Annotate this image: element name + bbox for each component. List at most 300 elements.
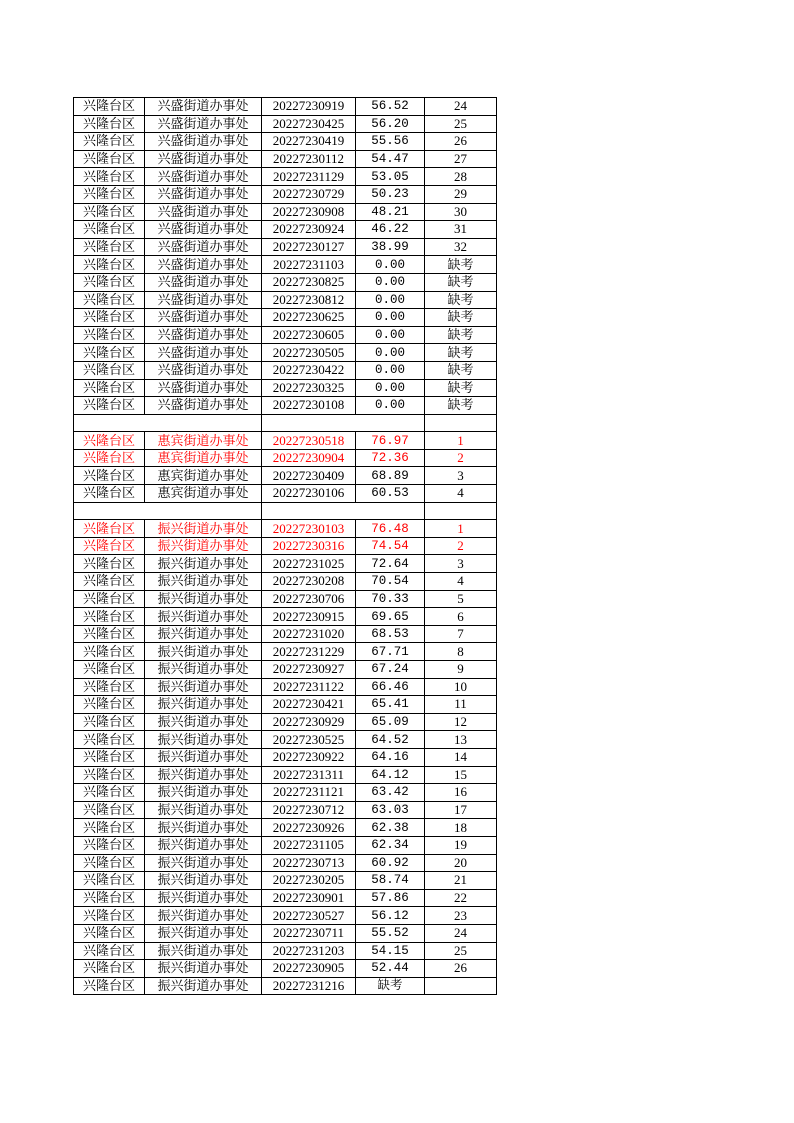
exam-id-cell: 20227231103 [262, 256, 356, 274]
score-cell: 46.22 [356, 221, 425, 239]
rank-cell: 27 [425, 150, 497, 168]
rank-cell: 缺考 [425, 379, 497, 397]
office-cell: 振兴街道办事处 [145, 608, 262, 626]
district-cell: 兴隆台区 [74, 555, 145, 573]
score-cell: 67.71 [356, 643, 425, 661]
office-cell: 惠宾街道办事处 [145, 467, 262, 485]
exam-id-cell: 20227230904 [262, 449, 356, 467]
rank-cell: 8 [425, 643, 497, 661]
rank-cell: 2 [425, 449, 497, 467]
exam-id-cell: 20227230915 [262, 608, 356, 626]
table-row [74, 273, 497, 291]
rank-cell: 1 [425, 520, 497, 538]
district-cell: 兴隆台区 [74, 397, 145, 415]
exam-id-cell: 20227231020 [262, 625, 356, 643]
score-cell: 56.12 [356, 907, 425, 925]
rank-cell: 2 [425, 537, 497, 555]
score-cell: 68.89 [356, 467, 425, 485]
office-cell: 兴盛街道办事处 [145, 238, 262, 256]
table-row [74, 573, 497, 591]
office-cell: 兴盛街道办事处 [145, 98, 262, 116]
district-cell: 兴隆台区 [74, 713, 145, 731]
exam-id-cell: 20227230713 [262, 854, 356, 872]
table-row [74, 801, 497, 819]
score-cell: 62.34 [356, 836, 425, 854]
score-cell: 0.00 [356, 344, 425, 362]
rank-cell: 20 [425, 854, 497, 872]
district-cell: 兴隆台区 [74, 221, 145, 239]
exam-id-cell: 20227231216 [262, 977, 356, 995]
blank-cell [74, 502, 262, 520]
rank-cell: 15 [425, 766, 497, 784]
office-cell: 兴盛街道办事处 [145, 133, 262, 151]
score-cell: 48.21 [356, 203, 425, 221]
score-cell: 0.00 [356, 397, 425, 415]
office-cell: 振兴街道办事处 [145, 836, 262, 854]
office-cell: 兴盛街道办事处 [145, 150, 262, 168]
table-row [74, 291, 497, 309]
rank-cell [425, 977, 497, 995]
office-cell: 振兴街道办事处 [145, 713, 262, 731]
blank-cell [262, 414, 425, 432]
exam-id-cell: 20227230901 [262, 889, 356, 907]
office-cell: 振兴街道办事处 [145, 784, 262, 802]
table-row [74, 643, 497, 661]
table-row [74, 854, 497, 872]
score-cell: 0.00 [356, 256, 425, 274]
office-cell: 兴盛街道办事处 [145, 291, 262, 309]
score-cell: 0.00 [356, 309, 425, 327]
office-cell: 振兴街道办事处 [145, 819, 262, 837]
table-row [74, 344, 497, 362]
office-cell: 惠宾街道办事处 [145, 485, 262, 503]
rank-cell: 23 [425, 907, 497, 925]
office-cell: 振兴街道办事处 [145, 854, 262, 872]
district-cell: 兴隆台区 [74, 467, 145, 485]
office-cell: 兴盛街道办事处 [145, 344, 262, 362]
table-row [74, 942, 497, 960]
district-cell: 兴隆台区 [74, 731, 145, 749]
exam-id-cell: 20227230421 [262, 696, 356, 714]
score-cell: 64.12 [356, 766, 425, 784]
district-cell: 兴隆台区 [74, 98, 145, 116]
district-cell: 兴隆台区 [74, 168, 145, 186]
rank-cell: 1 [425, 432, 497, 450]
score-cell: 70.33 [356, 590, 425, 608]
rank-cell: 缺考 [425, 309, 497, 327]
rank-cell: 5 [425, 590, 497, 608]
exam-id-cell: 20227230518 [262, 432, 356, 450]
district-cell: 兴隆台区 [74, 379, 145, 397]
score-cell: 69.65 [356, 608, 425, 626]
district-cell: 兴隆台区 [74, 608, 145, 626]
office-cell: 兴盛街道办事处 [145, 379, 262, 397]
score-cell: 0.00 [356, 326, 425, 344]
exam-id-cell: 20227230625 [262, 309, 356, 327]
table-row [74, 784, 497, 802]
score-cell: 72.64 [356, 555, 425, 573]
office-cell: 振兴街道办事处 [145, 661, 262, 679]
results-table-body [74, 98, 497, 995]
office-cell: 兴盛街道办事处 [145, 203, 262, 221]
rank-cell: 19 [425, 836, 497, 854]
table-row [74, 185, 497, 203]
rank-cell: 22 [425, 889, 497, 907]
exam-id-cell: 20227230103 [262, 520, 356, 538]
district-cell: 兴隆台区 [74, 344, 145, 362]
district-cell: 兴隆台区 [74, 309, 145, 327]
district-cell: 兴隆台区 [74, 907, 145, 925]
rank-cell: 缺考 [425, 326, 497, 344]
table-row [74, 150, 497, 168]
table-row [74, 133, 497, 151]
district-cell: 兴隆台区 [74, 273, 145, 291]
office-cell: 兴盛街道办事处 [145, 361, 262, 379]
district-cell: 兴隆台区 [74, 449, 145, 467]
district-cell: 兴隆台区 [74, 133, 145, 151]
rank-cell: 13 [425, 731, 497, 749]
score-cell: 38.99 [356, 238, 425, 256]
district-cell: 兴隆台区 [74, 238, 145, 256]
score-cell: 0.00 [356, 361, 425, 379]
district-cell: 兴隆台区 [74, 977, 145, 995]
blank-separator-row [74, 414, 497, 432]
district-cell: 兴隆台区 [74, 150, 145, 168]
office-cell: 振兴街道办事处 [145, 960, 262, 978]
district-cell: 兴隆台区 [74, 836, 145, 854]
district-cell: 兴隆台区 [74, 801, 145, 819]
district-cell: 兴隆台区 [74, 854, 145, 872]
exam-id-cell: 20227230316 [262, 537, 356, 555]
exam-id-cell: 20227230605 [262, 326, 356, 344]
office-cell: 振兴街道办事处 [145, 625, 262, 643]
office-cell: 兴盛街道办事处 [145, 185, 262, 203]
exam-id-cell: 20227231311 [262, 766, 356, 784]
exam-id-cell: 20227230712 [262, 801, 356, 819]
district-cell: 兴隆台区 [74, 625, 145, 643]
exam-id-cell: 20227230505 [262, 344, 356, 362]
score-cell: 68.53 [356, 625, 425, 643]
table-row [74, 397, 497, 415]
office-cell: 兴盛街道办事处 [145, 256, 262, 274]
score-cell: 66.46 [356, 678, 425, 696]
office-cell: 振兴街道办事处 [145, 977, 262, 995]
exam-id-cell: 20227230825 [262, 273, 356, 291]
exam-id-cell: 20227230527 [262, 907, 356, 925]
table-row [74, 168, 497, 186]
table-row [74, 485, 497, 503]
exam-id-cell: 20227230929 [262, 713, 356, 731]
district-cell: 兴隆台区 [74, 748, 145, 766]
rank-cell: 14 [425, 748, 497, 766]
score-cell: 58.74 [356, 872, 425, 890]
district-cell: 兴隆台区 [74, 590, 145, 608]
office-cell: 振兴街道办事处 [145, 537, 262, 555]
district-cell: 兴隆台区 [74, 432, 145, 450]
rank-cell: 11 [425, 696, 497, 714]
table-row [74, 309, 497, 327]
office-cell: 振兴街道办事处 [145, 731, 262, 749]
exam-id-cell: 20227230706 [262, 590, 356, 608]
rank-cell: 缺考 [425, 291, 497, 309]
rank-cell: 缺考 [425, 361, 497, 379]
rank-cell: 31 [425, 221, 497, 239]
office-cell: 兴盛街道办事处 [145, 273, 262, 291]
rank-cell: 3 [425, 555, 497, 573]
score-cell: 64.16 [356, 748, 425, 766]
exam-id-cell: 20227230926 [262, 819, 356, 837]
score-cell: 0.00 [356, 291, 425, 309]
table-row [74, 748, 497, 766]
score-cell: 67.24 [356, 661, 425, 679]
rank-cell: 缺考 [425, 397, 497, 415]
exam-id-cell: 20227231229 [262, 643, 356, 661]
score-cell: 57.86 [356, 889, 425, 907]
district-cell: 兴隆台区 [74, 819, 145, 837]
district-cell: 兴隆台区 [74, 696, 145, 714]
exam-id-cell: 20227230729 [262, 185, 356, 203]
blank-cell [262, 502, 425, 520]
score-cell: 65.09 [356, 713, 425, 731]
score-cell: 63.42 [356, 784, 425, 802]
office-cell: 振兴街道办事处 [145, 520, 262, 538]
table-row [74, 432, 497, 450]
rank-cell: 9 [425, 661, 497, 679]
district-cell: 兴隆台区 [74, 361, 145, 379]
rank-cell: 28 [425, 168, 497, 186]
score-cell: 54.47 [356, 150, 425, 168]
rank-cell: 缺考 [425, 256, 497, 274]
exam-id-cell: 20227230208 [262, 573, 356, 591]
district-cell: 兴隆台区 [74, 766, 145, 784]
office-cell: 振兴街道办事处 [145, 907, 262, 925]
district-cell: 兴隆台区 [74, 520, 145, 538]
exam-id-cell: 20227230112 [262, 150, 356, 168]
table-row [74, 361, 497, 379]
score-cell: 55.52 [356, 924, 425, 942]
score-cell: 70.54 [356, 573, 425, 591]
table-row [74, 238, 497, 256]
table-row [74, 960, 497, 978]
office-cell: 振兴街道办事处 [145, 766, 262, 784]
rank-cell: 缺考 [425, 273, 497, 291]
exam-id-cell: 20227230409 [262, 467, 356, 485]
table-row [74, 661, 497, 679]
office-cell: 振兴街道办事处 [145, 942, 262, 960]
table-row [74, 608, 497, 626]
table-row [74, 221, 497, 239]
rank-cell: 17 [425, 801, 497, 819]
exam-id-cell: 20227230812 [262, 291, 356, 309]
table-row [74, 625, 497, 643]
rank-cell: 25 [425, 115, 497, 133]
rank-cell: 21 [425, 872, 497, 890]
score-cell: 76.48 [356, 520, 425, 538]
score-cell: 64.52 [356, 731, 425, 749]
office-cell: 振兴街道办事处 [145, 924, 262, 942]
exam-id-cell: 20227230419 [262, 133, 356, 151]
rank-cell: 25 [425, 942, 497, 960]
exam-id-cell: 20227230927 [262, 661, 356, 679]
table-row [74, 537, 497, 555]
rank-cell: 3 [425, 467, 497, 485]
table-row [74, 819, 497, 837]
office-cell: 兴盛街道办事处 [145, 168, 262, 186]
table-row [74, 203, 497, 221]
exam-id-cell: 20227230919 [262, 98, 356, 116]
table-row [74, 889, 497, 907]
score-cell: 缺考 [356, 977, 425, 995]
exam-id-cell: 20227230905 [262, 960, 356, 978]
exam-id-cell: 20227231129 [262, 168, 356, 186]
district-cell: 兴隆台区 [74, 485, 145, 503]
exam-id-cell: 20227230325 [262, 379, 356, 397]
score-cell: 53.05 [356, 168, 425, 186]
score-cell: 65.41 [356, 696, 425, 714]
exam-id-cell: 20227231203 [262, 942, 356, 960]
district-cell: 兴隆台区 [74, 872, 145, 890]
office-cell: 惠宾街道办事处 [145, 432, 262, 450]
district-cell: 兴隆台区 [74, 291, 145, 309]
rank-cell: 12 [425, 713, 497, 731]
rank-cell: 24 [425, 924, 497, 942]
table-row [74, 766, 497, 784]
score-cell: 63.03 [356, 801, 425, 819]
table-row [74, 924, 497, 942]
table-row [74, 836, 497, 854]
office-cell: 振兴街道办事处 [145, 573, 262, 591]
exam-id-cell: 20227230425 [262, 115, 356, 133]
rank-cell: 30 [425, 203, 497, 221]
district-cell: 兴隆台区 [74, 643, 145, 661]
score-cell: 62.38 [356, 819, 425, 837]
office-cell: 振兴街道办事处 [145, 889, 262, 907]
table-row [74, 555, 497, 573]
table-row [74, 590, 497, 608]
table-row [74, 98, 497, 116]
results-table [73, 97, 497, 995]
score-cell: 52.44 [356, 960, 425, 978]
score-cell: 50.23 [356, 185, 425, 203]
score-cell: 72.36 [356, 449, 425, 467]
score-cell: 60.92 [356, 854, 425, 872]
district-cell: 兴隆台区 [74, 661, 145, 679]
district-cell: 兴隆台区 [74, 256, 145, 274]
exam-id-cell: 20227230108 [262, 397, 356, 415]
exam-id-cell: 20227231122 [262, 678, 356, 696]
exam-id-cell: 20227231105 [262, 836, 356, 854]
score-cell: 56.20 [356, 115, 425, 133]
exam-id-cell: 20227230908 [262, 203, 356, 221]
exam-id-cell: 20227230525 [262, 731, 356, 749]
score-cell: 55.56 [356, 133, 425, 151]
district-cell: 兴隆台区 [74, 537, 145, 555]
table-row [74, 520, 497, 538]
district-cell: 兴隆台区 [74, 678, 145, 696]
rank-cell: 7 [425, 625, 497, 643]
office-cell: 惠宾街道办事处 [145, 449, 262, 467]
table-row [74, 696, 497, 714]
office-cell: 兴盛街道办事处 [145, 221, 262, 239]
table-row [74, 256, 497, 274]
rank-cell: 29 [425, 185, 497, 203]
exam-id-cell: 20227230422 [262, 361, 356, 379]
office-cell: 振兴街道办事处 [145, 590, 262, 608]
rank-cell: 26 [425, 960, 497, 978]
district-cell: 兴隆台区 [74, 326, 145, 344]
score-cell: 76.97 [356, 432, 425, 450]
district-cell: 兴隆台区 [74, 185, 145, 203]
blank-separator-row [74, 502, 497, 520]
office-cell: 振兴街道办事处 [145, 555, 262, 573]
district-cell: 兴隆台区 [74, 573, 145, 591]
exam-id-cell: 20227231025 [262, 555, 356, 573]
district-cell: 兴隆台区 [74, 924, 145, 942]
office-cell: 兴盛街道办事处 [145, 326, 262, 344]
table-row [74, 326, 497, 344]
score-cell: 60.53 [356, 485, 425, 503]
score-cell: 0.00 [356, 379, 425, 397]
table-row [74, 731, 497, 749]
blank-cell [425, 502, 497, 520]
office-cell: 兴盛街道办事处 [145, 397, 262, 415]
office-cell: 兴盛街道办事处 [145, 309, 262, 327]
district-cell: 兴隆台区 [74, 203, 145, 221]
table-row [74, 678, 497, 696]
office-cell: 振兴街道办事处 [145, 678, 262, 696]
table-row [74, 467, 497, 485]
score-cell: 54.15 [356, 942, 425, 960]
exam-id-cell: 20227230711 [262, 924, 356, 942]
office-cell: 振兴街道办事处 [145, 696, 262, 714]
blank-cell [425, 414, 497, 432]
district-cell: 兴隆台区 [74, 960, 145, 978]
rank-cell: 18 [425, 819, 497, 837]
table-row [74, 872, 497, 890]
exam-id-cell: 20227230922 [262, 748, 356, 766]
blank-cell [74, 414, 262, 432]
score-cell: 0.00 [356, 273, 425, 291]
table-row [74, 379, 497, 397]
table-row [74, 907, 497, 925]
district-cell: 兴隆台区 [74, 942, 145, 960]
rank-cell: 4 [425, 573, 497, 591]
exam-id-cell: 20227231121 [262, 784, 356, 802]
exam-id-cell: 20227230127 [262, 238, 356, 256]
office-cell: 振兴街道办事处 [145, 748, 262, 766]
rank-cell: 缺考 [425, 344, 497, 362]
district-cell: 兴隆台区 [74, 889, 145, 907]
rank-cell: 32 [425, 238, 497, 256]
rank-cell: 4 [425, 485, 497, 503]
score-cell: 74.54 [356, 537, 425, 555]
table-row [74, 115, 497, 133]
district-cell: 兴隆台区 [74, 784, 145, 802]
table-row [74, 977, 497, 995]
rank-cell: 10 [425, 678, 497, 696]
office-cell: 振兴街道办事处 [145, 643, 262, 661]
table-row [74, 713, 497, 731]
rank-cell: 16 [425, 784, 497, 802]
district-cell: 兴隆台区 [74, 115, 145, 133]
score-cell: 56.52 [356, 98, 425, 116]
rank-cell: 6 [425, 608, 497, 626]
office-cell: 振兴街道办事处 [145, 801, 262, 819]
table-row [74, 449, 497, 467]
rank-cell: 26 [425, 133, 497, 151]
exam-id-cell: 20227230924 [262, 221, 356, 239]
office-cell: 振兴街道办事处 [145, 872, 262, 890]
